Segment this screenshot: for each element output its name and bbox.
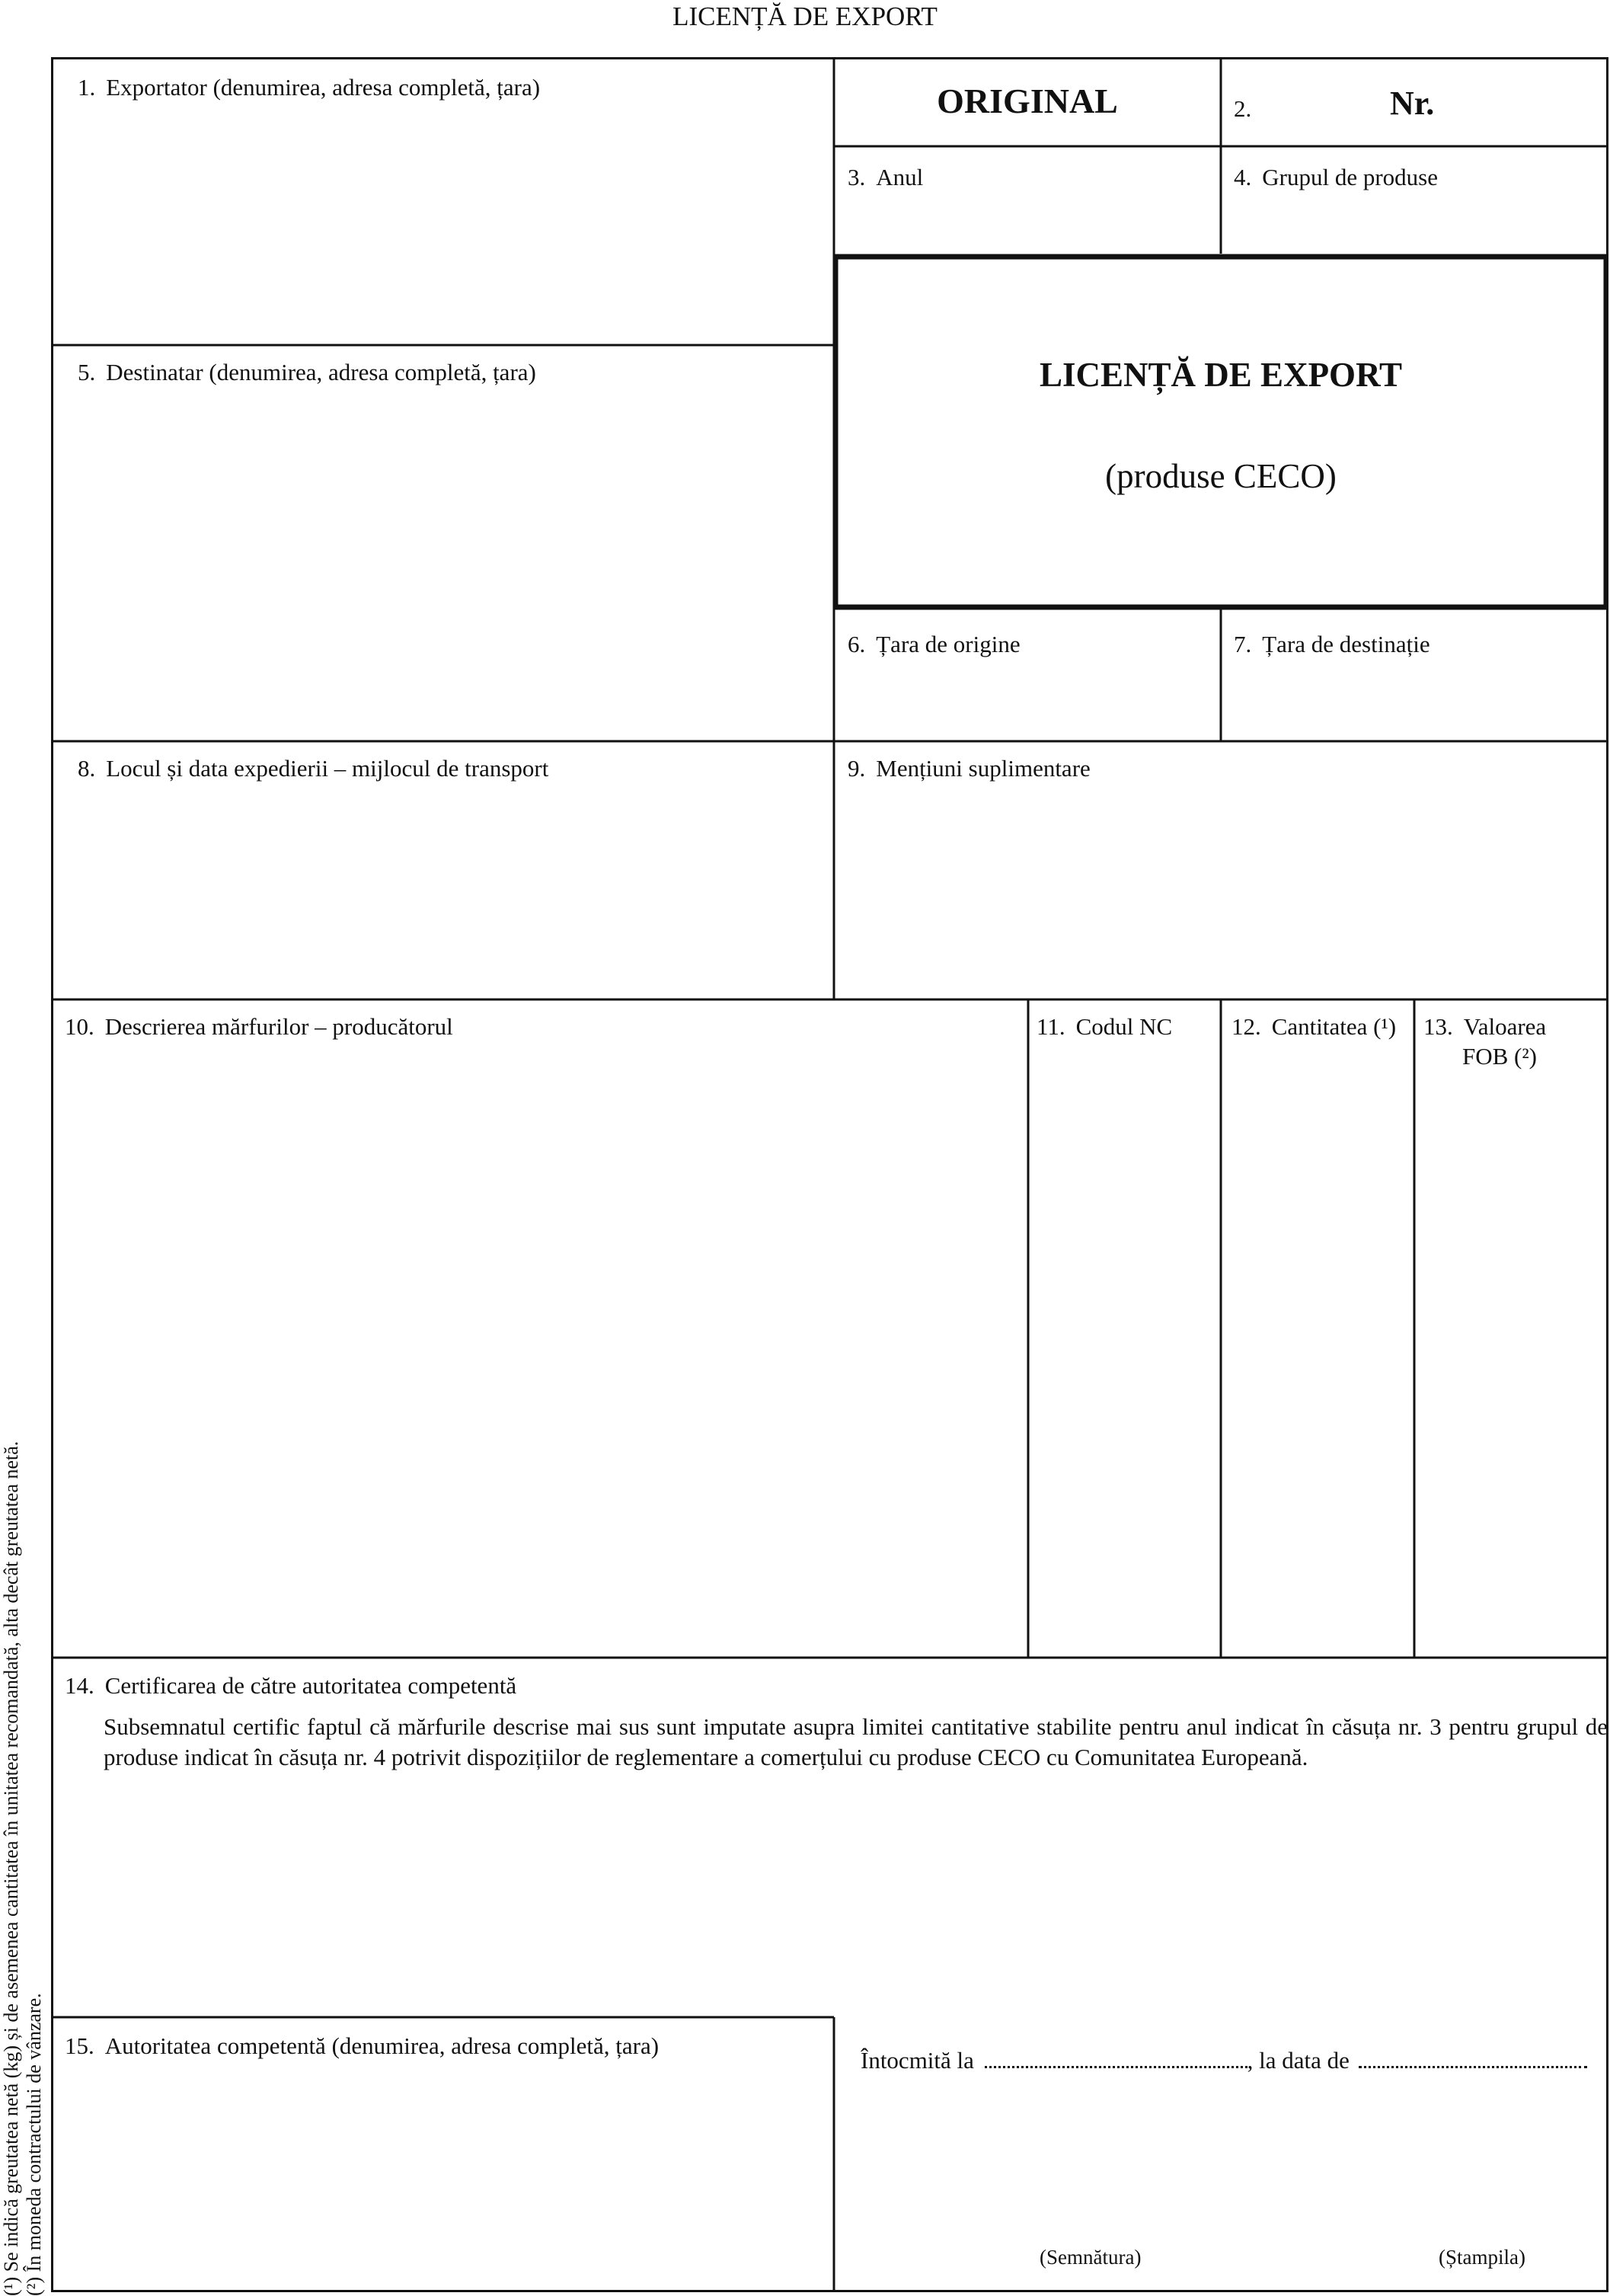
- box-13-label-line-2: FOB (²): [1462, 1043, 1537, 1070]
- license-box-frame: [835, 257, 1606, 607]
- box-4-label: 4. Grupul de produse: [1234, 164, 1438, 190]
- page-title: LICENȚĂ DE EXPORT: [672, 2, 938, 31]
- issued-date-label: , la data de: [1247, 2047, 1350, 2074]
- license-title: LICENȚĂ DE EXPORT: [1040, 356, 1402, 394]
- box-5-label: 5. Destinatar (denumirea, adresa completă, țara): [78, 359, 536, 385]
- stamp-label: (Ștampila): [1439, 2246, 1525, 2269]
- footnotes: [0, 1306, 46, 2296]
- box-14-label: 14. Certificarea de către autoritatea competentă: [65, 1672, 517, 1699]
- signature-label: (Semnătura): [1040, 2246, 1142, 2269]
- license-subtitle: (produse CECO): [1105, 457, 1337, 495]
- box-12-label: 12. Cantitatea (¹): [1231, 1013, 1397, 1040]
- footnote-1: (¹) Se indică greutatea netă (kg) și de asemenea cantitatea în unitatea recomandată, alta decât greutatea netă.: [0, 1441, 22, 2296]
- issued-line: [861, 2045, 1587, 2076]
- box-2-nr-label: Nr.: [1390, 85, 1435, 122]
- box-9-label: 9. Mențiuni suplimentare: [848, 755, 1091, 782]
- footnote-2: (²) În moneda contractului de vânzare.: [23, 1993, 45, 2296]
- box-11-label: 11. Codul NC: [1037, 1013, 1173, 1040]
- box-13-label: 13. Valoarea: [1423, 1013, 1547, 1040]
- box-10-label: 10. Descrierea mărfurilor – producătorul: [65, 1013, 453, 1040]
- certification-text: Subsemnatul certific faptul că mărfurile descrise mai sus sunt imputate asupra limitei cantitative stabilite pentru anul indicat în căsuța nr. 3 pentru grupul de produse indicat în căsuța nr. 4 potrivit dispozițiilor de reglementare a comerțului cu produse CECO cu Comunitatea Europeană.: [104, 1713, 1608, 1770]
- box-3-label: 3. Anul: [848, 164, 924, 190]
- box-2-number: 2.: [1234, 95, 1252, 122]
- box-8-label: 8. Locul și data expedierii – mijlocul de transport: [78, 755, 549, 782]
- export-license-form: [51, 57, 1608, 2292]
- original-marker: ORIGINAL: [937, 82, 1118, 120]
- issued-place-field[interactable]: [985, 2046, 1247, 2068]
- box-1-label: 1. Exportator (denumirea, adresa completă, țara): [78, 74, 541, 101]
- issued-date-field[interactable]: [1359, 2046, 1587, 2068]
- issued-at-label: Întocmită la: [861, 2047, 974, 2074]
- box-6-label: 6. Țara de origine: [848, 631, 1021, 657]
- box-7-label: 7. Țara de destinație: [1234, 631, 1430, 657]
- box-15-label: 15. Autoritatea competentă (denumirea, adresa completă, țara): [65, 2032, 660, 2059]
